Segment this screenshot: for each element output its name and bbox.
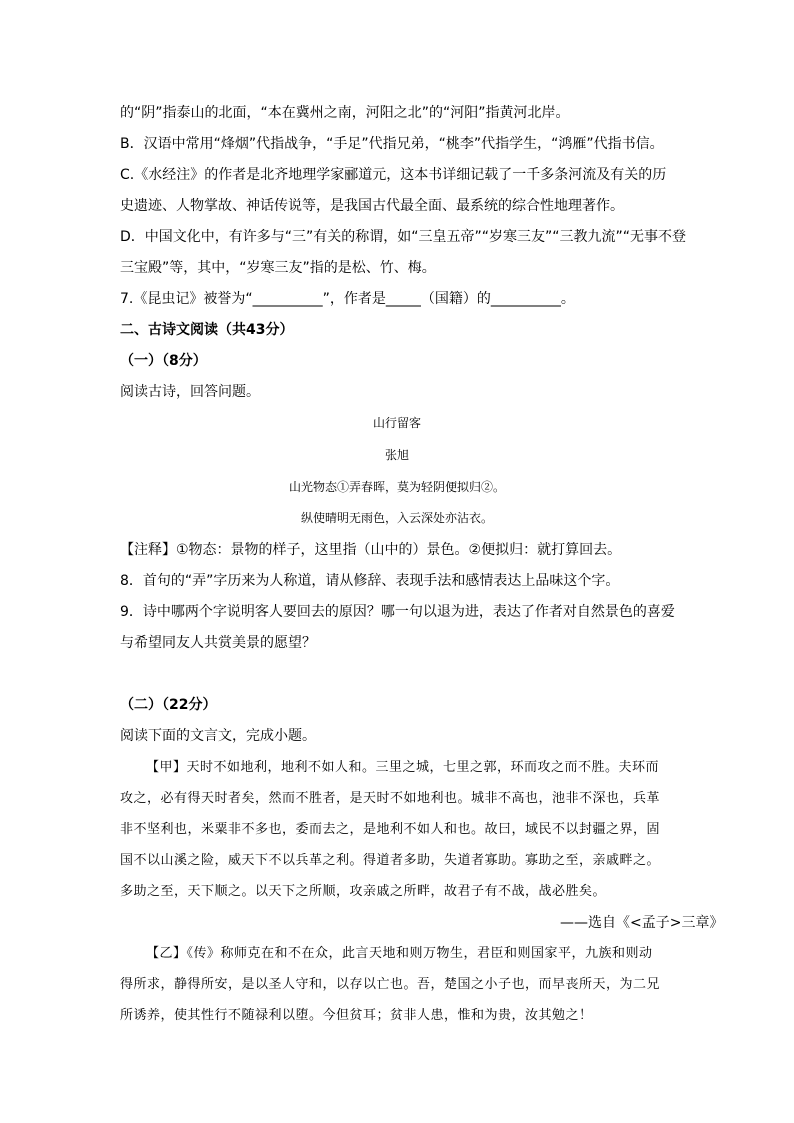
option-c-line1: C.《水经注》的作者是北齐地理学家郦道元，这本书详细记载了一千多条河流及有关的历 bbox=[120, 167, 667, 183]
question-8: 8．首句的“弄”字历来为人称道，请从修辞、表现手法和感情表达上品味这个字。 bbox=[120, 573, 620, 589]
poem-line-2: 纵使晴明无雨色，入云深处亦沾衣。 bbox=[300, 511, 493, 525]
passage-yi-line3: 所诱养，使其性行不随禄利以堕。今但贫耳；贫非人患，惟和为贵，汝其勉之！ bbox=[120, 1008, 593, 1023]
poem-note: 【注释】①物态：景物的样子，这里指（山中的）景色。②便拟归：就打算回去。 bbox=[120, 542, 622, 558]
part-2-heading: （二）（22分） bbox=[120, 697, 217, 713]
passage-jia-line1: 【甲】天时不如地利，地利不如人和。三里之城，七里之郭，环而攻之而不胜。夫环而 bbox=[146, 760, 660, 775]
question-9-line2: 与希望同友人共赏美景的愿望？ bbox=[120, 635, 316, 651]
option-c-line2: 史遗迹、人物掌故、神话传说等，是我国古代最全面、最系统的综合性地理著作。 bbox=[120, 198, 624, 214]
option-d-line2: 三宝殿”等，其中，“岁寒三友”指的是松、竹、梅。 bbox=[120, 260, 436, 276]
poem-author: 张旭 bbox=[384, 448, 409, 462]
poem-line-1: 山光物态①弄春晖，莫为轻阴便拟归②。 bbox=[288, 480, 505, 494]
part-2-instruction: 阅读下面的文言文，完成小题。 bbox=[120, 728, 316, 744]
part-1-heading: （一）（8分） bbox=[120, 353, 207, 369]
question-9-line1: 9．诗中哪两个字说明客人要回去的原因？哪一句以退为进，表达了作者对自然景色的喜爱 bbox=[120, 604, 675, 620]
poem-title: 山行留客 bbox=[372, 416, 421, 430]
section-2-title: 二、古诗文阅读（共43分） bbox=[120, 322, 294, 338]
option-d-line1: D．中国文化中，有许多与“三”有关的称谓，如“三皇五帝”“岁寒三友”“三教九流”“无事不登 bbox=[120, 229, 687, 245]
passage-jia-line5: 多助之至，天下顺之。以天下之所顺，攻亲戚之所畔，故君子有不战，战必胜矣。 bbox=[120, 884, 607, 899]
passage-jia-line4: 国不以山溪之险，威天下不以兵革之利。得道者多助，失道者寡助。寡助之至，亲戚畔之。 bbox=[120, 853, 661, 868]
option-a-continuation: 的“阴”指泰山的北面，“本在冀州之南，河阳之北”的“河阳”指黄河北岸。 bbox=[120, 105, 570, 121]
option-b: B．汉语中常用“烽烟”代指战争，“手足”代指兄弟，“桃李”代指学生，“鸿雁”代指书信。 bbox=[120, 136, 664, 152]
passage-jia-line2: 攻之，必有得天时者矣，然而不胜者，是天时不如地利也。城非不高也，池非不深也，兵革 bbox=[120, 791, 661, 806]
passage-yi-line2: 得所求，静得所安，是以圣人守和，以存以亡也。吾，楚国之小子也，而早丧所天，为二兄 bbox=[120, 977, 661, 992]
question-7: 7.《昆虫记》被誉为“__________”，作者是_____（国籍）的__________。 bbox=[120, 291, 575, 307]
passage-source: ——选自《<孟子>三章》 bbox=[560, 915, 724, 931]
passage-jia-line3: 非不坚利也，米粟非不多也，委而去之，是地利不如人和也。故曰，域民不以封疆之界，固 bbox=[120, 822, 661, 837]
part-1-instruction: 阅读古诗，回答问题。 bbox=[120, 384, 260, 400]
passage-yi-line1: 【乙】《传》称师克在和不在众，此言天地和则万物生，君臣和则国家平，九族和则动 bbox=[146, 946, 653, 961]
